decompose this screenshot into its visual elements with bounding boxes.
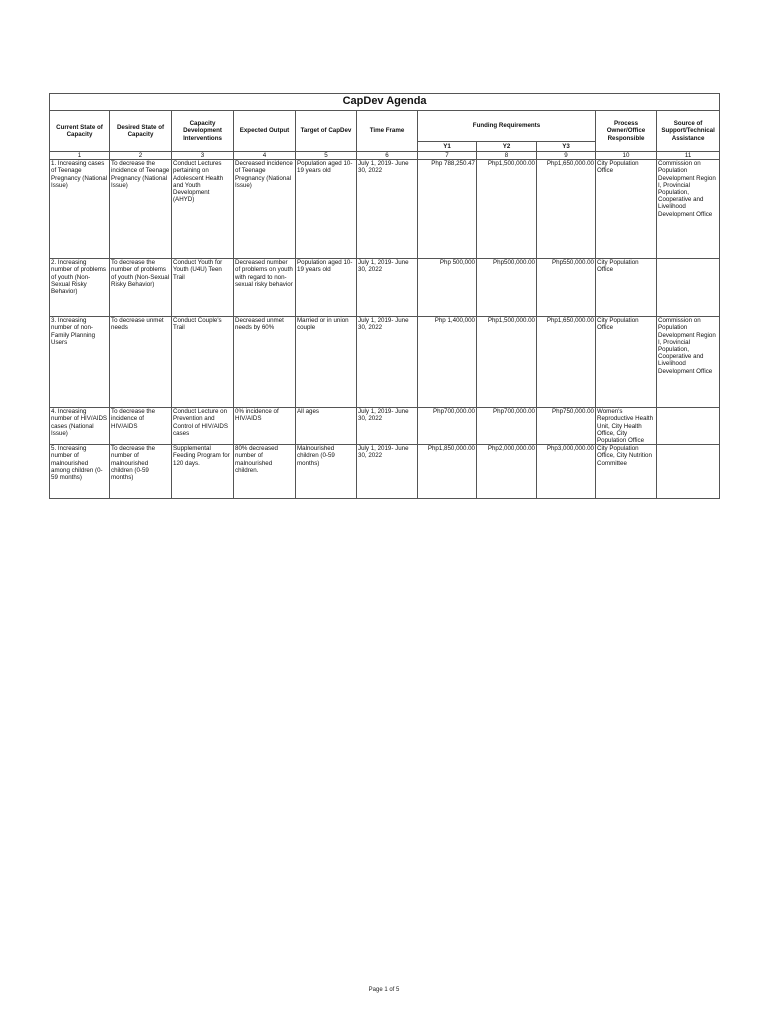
header-y2: Y2	[477, 142, 537, 152]
header-y3: Y3	[537, 142, 596, 152]
process-owner-cell: City Population Office	[596, 317, 657, 408]
column-number: 10	[596, 152, 657, 160]
header-process-owner: Process Owner/Office Responsible	[596, 111, 657, 152]
target-cell: Population aged 10-19 years old	[296, 160, 357, 259]
expected-output-cell: 0% incidence of HIV/AIDS	[234, 408, 296, 445]
funding-y2-cell: Php500,000.00	[477, 259, 537, 317]
header-funding: Funding Requirements	[418, 111, 596, 142]
intervention-cell: Conduct Lectures pertaining on Adolescent Health and Youth Development (AHYD)	[172, 160, 234, 259]
target-cell: Population aged 10-19 years old	[296, 259, 357, 317]
header-source-support: Source of Support/Technical Assistance	[657, 111, 720, 152]
funding-y2-cell: Php700,000.00	[477, 408, 537, 445]
funding-y3-cell: Php1,650,000.00	[537, 160, 596, 259]
current-state-cell: 3. Increasing number of non-Family Planning Users	[50, 317, 110, 408]
time-frame-cell: July 1, 2019- June 30, 2022	[357, 160, 418, 259]
current-state-cell: 4. Increasing number of HIV/AIDS cases (National Issue)	[50, 408, 110, 445]
desired-state-cell: To decrease unmet needs	[110, 317, 172, 408]
target-cell: All ages	[296, 408, 357, 445]
capdev-agenda-table	[49, 93, 720, 499]
header-interventions: Capacity Development Interventions	[172, 111, 234, 152]
table-row	[50, 408, 720, 445]
column-number: 6	[357, 152, 418, 160]
funding-y2-cell: Php2,000,000.00	[477, 445, 537, 499]
process-owner-cell: Women's Reproductive Health Unit, City Health Office, City Population Office	[596, 408, 657, 445]
expected-output-cell: 80% decreased number of malnourished children.	[234, 445, 296, 499]
expected-output-cell: Decreased incidence of Teenage Pregnancy (National Issue)	[234, 160, 296, 259]
funding-y1-cell: Php 1,400,000	[418, 317, 477, 408]
column-number: 5	[296, 152, 357, 160]
intervention-cell: Conduct Youth for Youth (U4U) Teen Trail	[172, 259, 234, 317]
expected-output-cell: Decreased number of problems on youth with regard to non-sexual risky behavior	[234, 259, 296, 317]
header-time-frame: Time Frame	[357, 111, 418, 152]
page-title: CapDev Agenda	[50, 94, 720, 111]
source-support-cell	[657, 445, 720, 499]
column-number: 1	[50, 152, 110, 160]
expected-output-cell: Decreased unmet needs by 60%	[234, 317, 296, 408]
source-support-cell	[657, 408, 720, 445]
column-number: 3	[172, 152, 234, 160]
funding-y3-cell: Php550,000.00	[537, 259, 596, 317]
source-support-cell: Commission on Population Development Region I, Provincial Population, Cooperative and Livelihood Development Office	[657, 317, 720, 408]
desired-state-cell: To decrease the number of malnourished children (0-59 months)	[110, 445, 172, 499]
process-owner-cell: City Population Office	[596, 259, 657, 317]
desired-state-cell: To decrease the number of problems of youth (Non-Sexual Risky Behavior)	[110, 259, 172, 317]
table-row	[50, 259, 720, 317]
funding-y3-cell: Php750,000.00	[537, 408, 596, 445]
source-support-cell	[657, 259, 720, 317]
intervention-cell: Conduct Lecture on Prevention and Control of HIV/AIDS cases	[172, 408, 234, 445]
page-number: Page 1 of 5	[368, 987, 400, 993]
time-frame-cell: July 1, 2019- June 30, 2022	[357, 259, 418, 317]
column-number: 9	[537, 152, 596, 160]
header-desired-state: Desired State of Capacity	[110, 111, 172, 152]
column-number-row	[50, 152, 720, 160]
current-state-cell: 1. Increasing cases of Teenage Pregnancy (National Issue)	[50, 160, 110, 259]
funding-y2-cell: Php1,500,000.00	[477, 160, 537, 259]
funding-y1-cell: Php1,850,000.00	[418, 445, 477, 499]
intervention-cell: Supplemental Feeding Program for 120 days.	[172, 445, 234, 499]
funding-y1-cell: Php700,000.00	[418, 408, 477, 445]
column-number: 4	[234, 152, 296, 160]
current-state-cell: 2. Increasing number of problems of youth (Non-Sexual Risky Behavior)	[50, 259, 110, 317]
source-support-cell: Commission on Population Development Region I, Provincial Population, Cooperative and Livelihood Development Office	[657, 160, 720, 259]
time-frame-cell: July 1, 2019- June 30, 2022	[357, 408, 418, 445]
funding-y1-cell: Php 788,250.47	[418, 160, 477, 259]
column-number: 8	[477, 152, 537, 160]
desired-state-cell: To decrease the incidence of HIV/AIDS	[110, 408, 172, 445]
intervention-cell: Conduct Couple's Trail	[172, 317, 234, 408]
current-state-cell: 5. Increasing number of malnourished among children (0-59 months)	[50, 445, 110, 499]
funding-y2-cell: Php1,500,000.00	[477, 317, 537, 408]
funding-y1-cell: Php 500,000	[418, 259, 477, 317]
target-cell: Married or in union couple	[296, 317, 357, 408]
desired-state-cell: To decrease the incidence of Teenage Pregnancy (National Issue)	[110, 160, 172, 259]
header-expected-output: Expected Output	[234, 111, 296, 152]
header-current-state: Current State of Capacity	[50, 111, 110, 152]
process-owner-cell: City Population Office	[596, 160, 657, 259]
column-number: 7	[418, 152, 477, 160]
table-row	[50, 445, 720, 499]
table-row	[50, 160, 720, 259]
header-y1: Y1	[418, 142, 477, 152]
target-cell: Malnourished children (0-59 months)	[296, 445, 357, 499]
time-frame-cell: July 1, 2019- June 30, 2022	[357, 317, 418, 408]
funding-y3-cell: Php3,000,000.00	[537, 445, 596, 499]
process-owner-cell: City Population Office, City Nutrition Committee	[596, 445, 657, 499]
header-target: Target of CapDev	[296, 111, 357, 152]
column-number: 11	[657, 152, 720, 160]
funding-y3-cell: Php1,650,000.00	[537, 317, 596, 408]
column-number: 2	[110, 152, 172, 160]
table-row	[50, 317, 720, 408]
time-frame-cell: July 1, 2019- June 30, 2022	[357, 445, 418, 499]
